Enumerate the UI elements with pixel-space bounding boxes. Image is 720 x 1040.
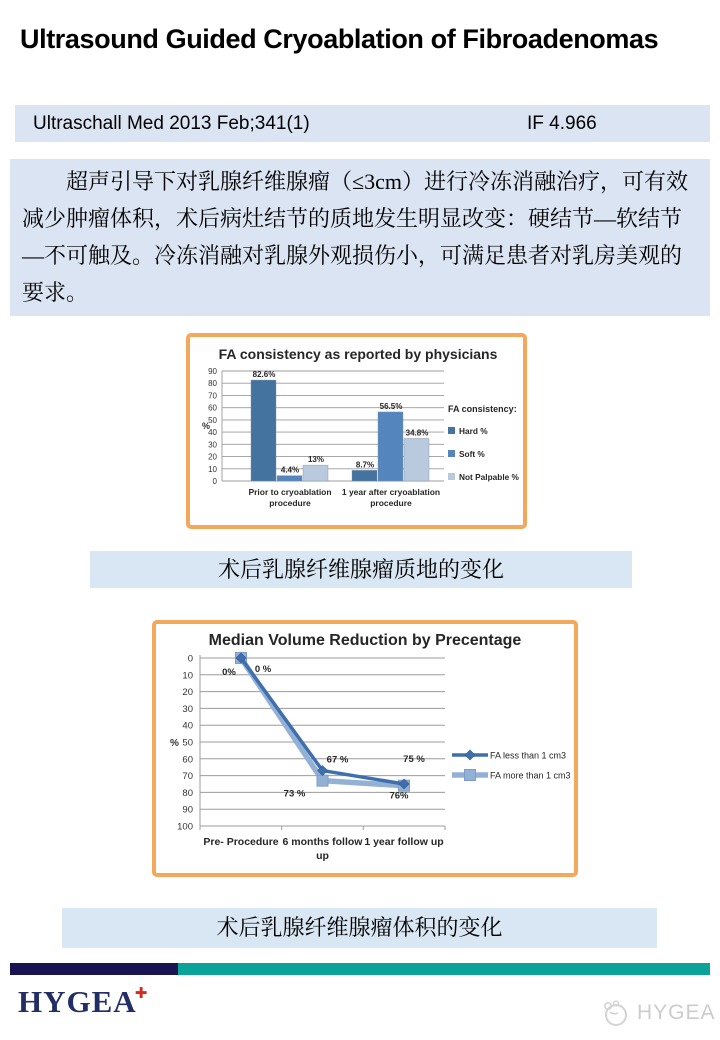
volume-reduction-line-chart — [152, 620, 578, 877]
svg-text:0: 0 — [187, 653, 193, 665]
svg-text:67 %: 67 % — [326, 754, 349, 766]
svg-text:100: 100 — [177, 821, 193, 833]
svg-text:0 %: 0 % — [254, 664, 272, 675]
svg-text:Prior to cryoablation: Prior to cryoablation — [248, 487, 332, 497]
svg-text:FA consistency as reported by: FA consistency as reported by physicians — [218, 346, 498, 362]
bar-chart-canvas — [190, 337, 523, 525]
svg-text:13%: 13% — [307, 455, 325, 465]
svg-text:%: % — [170, 738, 179, 749]
svg-text:56.5%: 56.5% — [379, 401, 403, 411]
svg-text:90: 90 — [182, 804, 193, 816]
svg-text:70: 70 — [208, 391, 217, 401]
watermark — [600, 998, 716, 1028]
svg-text:Hard %: Hard % — [459, 426, 488, 436]
impact-factor: IF 4.966 — [527, 113, 597, 134]
svg-text:30: 30 — [182, 703, 193, 715]
svg-text:34.8%: 34.8% — [405, 428, 429, 438]
svg-text:%: % — [202, 421, 211, 431]
svg-text:82.6%: 82.6% — [252, 370, 276, 380]
svg-text:Pre- Procedure: Pre- Procedure — [203, 836, 279, 848]
svg-text:20: 20 — [182, 687, 193, 699]
svg-text:80: 80 — [182, 787, 193, 799]
svg-text:73 %: 73 % — [283, 788, 306, 800]
svg-text:60: 60 — [208, 403, 217, 413]
svg-text:0: 0 — [212, 477, 217, 486]
svg-text:6 months follow: 6 months follow — [282, 836, 363, 848]
svg-text:60: 60 — [182, 754, 193, 766]
svg-text:50: 50 — [182, 737, 193, 749]
svg-text:1 year follow up: 1 year follow up — [364, 836, 444, 848]
footer-navy-bar — [10, 963, 178, 975]
watermark-logo-icon — [600, 998, 630, 1028]
svg-text:40: 40 — [182, 720, 193, 732]
abstract-panel — [10, 159, 710, 316]
journal-citation: Ultraschall Med 2013 Feb;341(1) — [33, 113, 310, 134]
svg-text:1 year after cryoablation: 1 year after cryoablation — [341, 487, 441, 497]
svg-text:procedure: procedure — [269, 498, 311, 508]
hygea-logo-text: HYGEA — [18, 984, 137, 1019]
svg-text:30: 30 — [208, 440, 217, 450]
svg-text:10: 10 — [208, 464, 217, 474]
svg-text:up: up — [316, 850, 329, 862]
logo-cross-icon: ✚ — [134, 984, 149, 1002]
fa-consistency-bar-chart — [186, 333, 527, 529]
watermark-text: HYGEA — [637, 1001, 716, 1024]
svg-text:procedure: procedure — [370, 498, 412, 508]
abstract-text: 超声引导下对乳腺纤维腺瘤（≤3cm）进行冷冻消融治疗，可有效减少肿瘤体积，术后病灶结节的质地发生明显改变：硬结节—软结节—不可触及。冷冻消融对乳腺外观损伤小，可满足患者对乳房美观的要求。 — [22, 169, 688, 305]
svg-text:0%: 0% — [222, 667, 236, 678]
svg-text:8.7%: 8.7% — [355, 460, 375, 470]
svg-text:Not Palpable %: Not Palpable % — [459, 472, 519, 482]
svg-text:20: 20 — [208, 452, 217, 462]
svg-text:50: 50 — [208, 415, 217, 425]
svg-text:90: 90 — [208, 367, 217, 376]
svg-text:Soft %: Soft % — [459, 449, 485, 459]
svg-text:76%: 76% — [389, 790, 409, 802]
svg-text:4.4%: 4.4% — [280, 465, 300, 475]
hygea-logo — [18, 984, 148, 1020]
svg-text:FA more than 1 cm3: FA more than 1 cm3 — [490, 770, 571, 781]
svg-text:FA consistency:: FA consistency: — [448, 404, 517, 414]
line-chart-canvas — [156, 624, 574, 873]
svg-text:Median Volume Reduction by Pre: Median Volume Reduction by Precentage — [208, 632, 522, 649]
svg-text:10: 10 — [182, 670, 193, 682]
svg-text:75 %: 75 % — [403, 754, 425, 765]
svg-text:70: 70 — [182, 771, 193, 783]
journal-bar — [15, 105, 710, 142]
page-title: Ultrasound Guided Cryoablation of Fibroadenomas — [20, 24, 659, 54]
footer-teal-bar — [178, 963, 710, 975]
chart1-caption: 术后乳腺纤维腺瘤质地的变化 — [90, 551, 632, 588]
svg-text:FA less than 1 cm3: FA less than 1 cm3 — [490, 750, 567, 761]
svg-text:80: 80 — [208, 379, 217, 389]
chart2-caption: 术后乳腺纤维腺瘤体积的变化 — [62, 908, 657, 948]
svg-text:40: 40 — [208, 428, 217, 438]
